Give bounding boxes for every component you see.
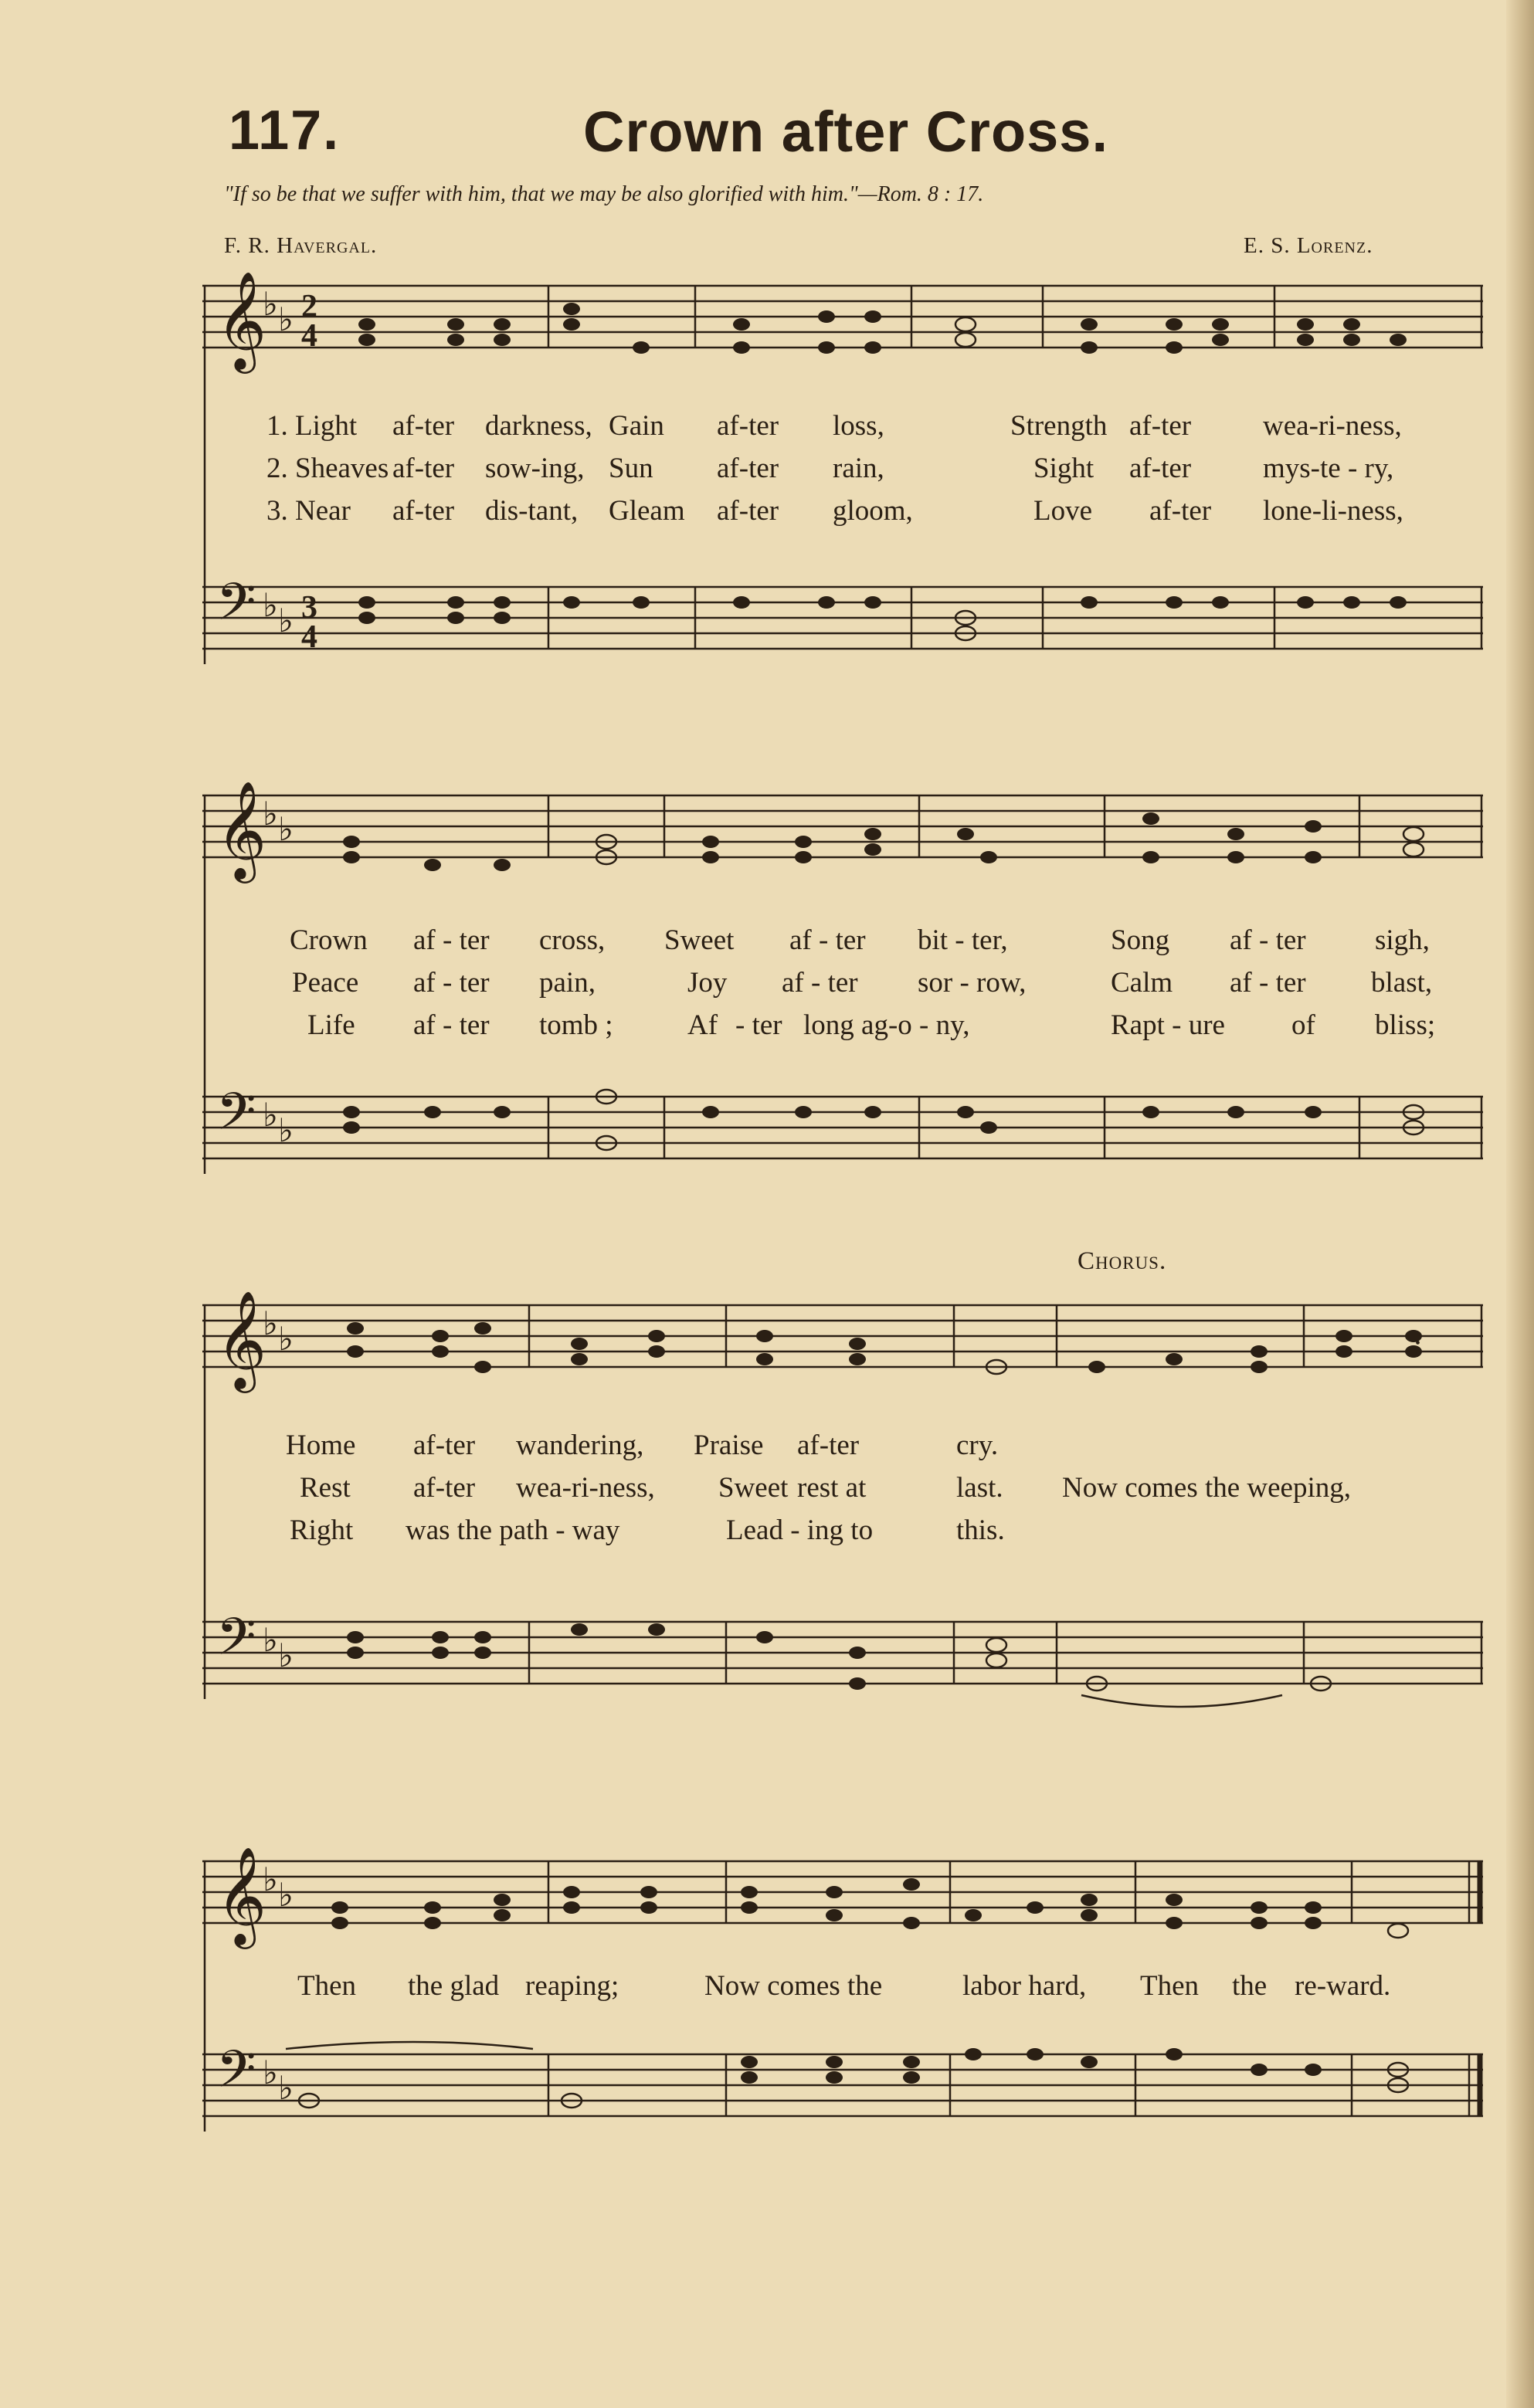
- lyric-syllable: loss,: [833, 410, 884, 442]
- lyric-syllable: Praise: [694, 1430, 764, 1461]
- lyric-syllable: darkness,: [485, 410, 592, 442]
- lyric-syllable: sor - row,: [918, 967, 1027, 999]
- verse-1-line: [185, 924, 1483, 962]
- lyric-syllable: wea-ri-ness,: [1263, 410, 1402, 442]
- page-edge: [1506, 0, 1534, 2408]
- lyric-syllable: cross,: [539, 924, 606, 956]
- lyric-syllable: af - ter: [1230, 924, 1306, 956]
- lyric-syllable: af-ter: [717, 410, 779, 442]
- svg-text:𝄞: 𝄞: [216, 1846, 267, 1945]
- lyric-syllable: Crown: [290, 924, 368, 956]
- svg-text:𝄞: 𝄞: [216, 270, 267, 369]
- lyric-syllable: 3. Near: [266, 495, 351, 527]
- svg-text:𝄢: 𝄢: [216, 1082, 256, 1154]
- lyric-syllable: last.: [956, 1472, 1003, 1504]
- lyric-syllable: af-ter: [1129, 410, 1192, 442]
- lyric-syllable: bit - ter,: [918, 924, 1008, 956]
- svg-text:𝄢: 𝄢: [216, 572, 256, 644]
- verse-2-line: [185, 1471, 1483, 1510]
- lyric-syllable: cry.: [956, 1430, 999, 1461]
- hymn-title: Crown after Cross.: [583, 100, 1109, 164]
- svg-text:♭: ♭: [263, 1098, 278, 1134]
- lyric-syllable: this.: [956, 1514, 1005, 1546]
- lyric-syllable: af - ter: [413, 1009, 490, 1041]
- lyric-syllable: af-ter: [392, 453, 455, 484]
- verse-2-line: [185, 966, 1483, 1005]
- verse-1-line: [185, 1429, 1483, 1467]
- verse-1-line: [185, 409, 1483, 448]
- lyric-syllable: lone-li-ness,: [1263, 495, 1403, 527]
- svg-text:♭: ♭: [278, 2071, 294, 2107]
- verse-3-line: [185, 1514, 1483, 1552]
- svg-text::: :: [1414, 1328, 1423, 1362]
- lyric-syllable: Right: [290, 1514, 354, 1546]
- lyric-syllable: Song: [1111, 924, 1170, 956]
- lyric-syllable: Then: [1140, 1970, 1200, 2002]
- lyric-syllable: Now comes the weeping,: [1062, 1472, 1352, 1504]
- scripture-epigraph: "If so be that we suffer with him, that we may be also glorified with him."—Rom. 8 : 17.: [224, 182, 984, 206]
- verse-3-line: [185, 494, 1483, 533]
- lyric-syllable: Now comes the: [704, 1970, 883, 2002]
- hymn-number: 117.: [229, 100, 341, 161]
- svg-text:♭: ♭: [278, 604, 294, 639]
- lyric-syllable: Strength: [1010, 410, 1108, 442]
- lyric-syllable: bliss;: [1375, 1009, 1436, 1041]
- lyric-syllable: Af: [687, 1009, 718, 1041]
- lyric-syllable: Home: [286, 1430, 356, 1461]
- lyric-syllable: 1. Light: [266, 410, 358, 442]
- lyric-syllable: af-ter: [717, 453, 779, 484]
- lyric-syllable: sow-ing,: [485, 453, 585, 484]
- svg-text:♭: ♭: [263, 287, 278, 323]
- lyric-syllable: blast,: [1371, 967, 1433, 999]
- lyric-syllable: - ter: [735, 1009, 782, 1041]
- chorus-label: Chorus.: [1078, 1247, 1167, 1275]
- svg-text:𝄞: 𝄞: [216, 1290, 267, 1389]
- lyric-syllable: Sight: [1033, 453, 1095, 484]
- music-credit: E. S. Lorenz.: [1244, 233, 1373, 258]
- lyric-syllable: the glad: [408, 1970, 500, 2002]
- lyric-syllable: pain,: [539, 967, 596, 999]
- svg-text:♭: ♭: [263, 2056, 278, 2091]
- lyric-syllable: af - ter: [413, 924, 490, 956]
- lyric-syllable: Gleam: [609, 495, 685, 527]
- music-system-4: [185, 1838, 1483, 2147]
- lyric-syllable: 2. Sheaves: [266, 453, 389, 484]
- svg-text:♭: ♭: [278, 1878, 294, 1914]
- lyric-syllable: dis-tant,: [485, 495, 579, 527]
- verse-line: [185, 1969, 1483, 2008]
- lyric-syllable: wea-ri-ness,: [516, 1472, 655, 1504]
- svg-text:♭: ♭: [278, 1114, 294, 1149]
- lyric-syllable: the: [1232, 1970, 1268, 2002]
- music-system-1: [185, 263, 1483, 680]
- music-system-2: [185, 772, 1483, 1189]
- lyric-syllable: Peace: [292, 967, 359, 999]
- svg-text:3: 3: [301, 590, 317, 626]
- lyric-syllable: mys-te - ry,: [1263, 453, 1394, 484]
- lyric-syllable: af-ter: [1129, 453, 1192, 484]
- lyric-syllable: was the path - way: [406, 1514, 620, 1546]
- lyric-syllable: reaping;: [525, 1970, 619, 2002]
- lyric-syllable: af-ter: [392, 495, 455, 527]
- lyric-syllable: af - ter: [413, 967, 490, 999]
- lyric-syllable: wandering,: [516, 1430, 644, 1461]
- svg-text:♭: ♭: [278, 812, 294, 848]
- lyric-syllable: tomb ;: [539, 1009, 613, 1041]
- lyric-syllable: Lead - ing to: [726, 1514, 874, 1546]
- verse-3-line: [185, 1009, 1483, 1047]
- verse-2-line: [185, 452, 1483, 490]
- lyric-syllable: af - ter: [782, 967, 858, 999]
- lyric-syllable: af-ter: [717, 495, 779, 527]
- lyric-syllable: Gain: [609, 410, 664, 442]
- lyric-syllable: af-ter: [413, 1430, 476, 1461]
- lyric-syllable: of: [1291, 1009, 1315, 1041]
- svg-text:♭: ♭: [278, 303, 294, 338]
- lyric-syllable: Love: [1033, 495, 1093, 527]
- lyric-syllable: Sweet: [718, 1472, 789, 1504]
- svg-text:𝄢: 𝄢: [216, 1607, 256, 1679]
- lyric-syllable: Sweet: [664, 924, 735, 956]
- music-system-3: [185, 1282, 1483, 1722]
- svg-text:2: 2: [301, 289, 317, 324]
- svg-text:♭: ♭: [278, 1639, 294, 1674]
- svg-text:♭: ♭: [263, 797, 278, 833]
- svg-text:♭: ♭: [263, 1623, 278, 1659]
- lyric-syllable: af-ter: [1149, 495, 1212, 527]
- lyric-syllable: rest at: [797, 1472, 867, 1504]
- lyric-syllable: re-ward.: [1295, 1970, 1391, 2002]
- hymn-header: [0, 0, 1534, 258]
- lyric-syllable: Rest: [300, 1472, 351, 1504]
- svg-text:♭: ♭: [278, 1322, 294, 1358]
- lyric-syllable: af - ter: [789, 924, 866, 956]
- words-credit: F. R. Havergal.: [224, 233, 378, 258]
- lyric-syllable: Life: [307, 1009, 355, 1041]
- lyric-syllable: af - ter: [1230, 967, 1306, 999]
- lyric-syllable: Rapt - ure: [1111, 1009, 1225, 1041]
- svg-text:♭: ♭: [263, 588, 278, 624]
- lyric-syllable: labor hard,: [962, 1970, 1087, 2002]
- lyric-syllable: sigh,: [1375, 924, 1430, 956]
- lyric-syllable: gloom,: [833, 495, 913, 527]
- lyric-syllable: af-ter: [797, 1430, 860, 1461]
- svg-text:♭: ♭: [263, 1307, 278, 1342]
- lyric-syllable: Joy: [687, 967, 728, 999]
- lyric-syllable: Then: [297, 1970, 357, 2002]
- svg-text:4: 4: [301, 318, 317, 354]
- lyric-syllable: Calm: [1111, 967, 1173, 999]
- lyric-syllable: af-ter: [392, 410, 455, 442]
- lyric-syllable: long ag-o - ny,: [803, 1009, 970, 1041]
- svg-text:4: 4: [301, 619, 317, 655]
- svg-text:𝄢: 𝄢: [216, 2040, 256, 2111]
- lyric-syllable: af-ter: [413, 1472, 476, 1504]
- lyric-syllable: Sun: [609, 453, 653, 484]
- svg-text:♭: ♭: [263, 1863, 278, 1898]
- svg-text:𝄞: 𝄞: [216, 780, 267, 879]
- lyric-syllable: rain,: [833, 453, 884, 484]
